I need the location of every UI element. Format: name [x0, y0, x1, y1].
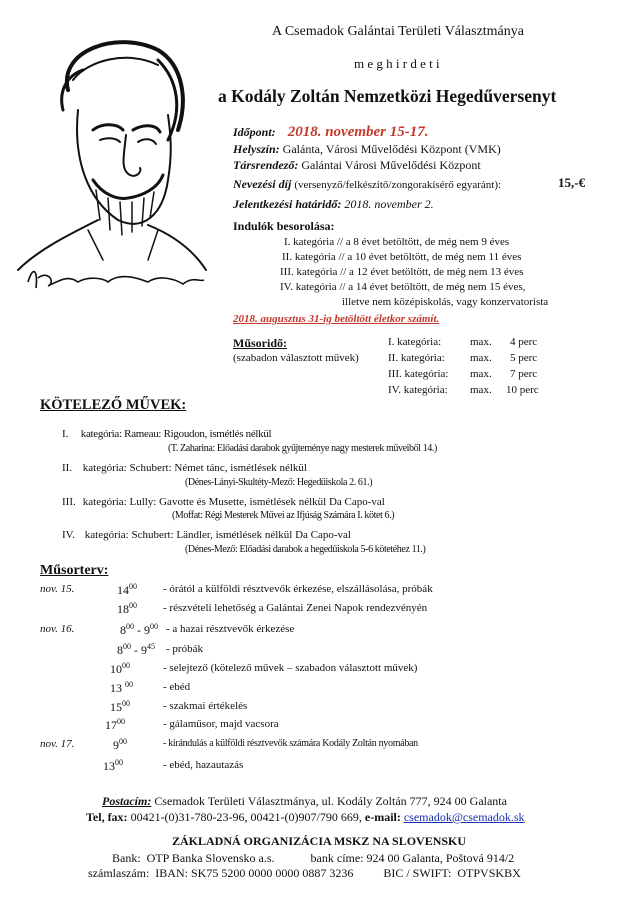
venue-label: Helyszín:	[233, 142, 280, 156]
program-time: $9^{00}$	[113, 737, 127, 752]
work-text: kategória: Schubert: Ländler, ismétlések nélkül Da Capo-val	[84, 529, 351, 541]
program-text: - kirándulás a külföldi résztvevők számára Kodály Zoltán nyomában	[163, 738, 418, 749]
category-row	[280, 281, 525, 293]
category-desc: // a 10 évet betöltött, de még nem 11 éves	[338, 251, 522, 263]
program-text: - a hazai résztvevők érkezése	[166, 623, 295, 635]
work-item	[62, 428, 271, 440]
work-source: (T. Zaharina: Előadási darabok gyűjteménye nagy mesterek műveiből 14.)	[168, 443, 437, 454]
duration-time: 7 perc	[510, 368, 538, 380]
info-venue	[233, 142, 501, 157]
duration-cat: III. kategória:	[388, 368, 449, 380]
program-text: - órától a külföldi résztvevők érkezése, elszállásolása, próbák	[163, 583, 433, 595]
postal-value: Csemadok Területi Választmánya, ul. Kodály Zoltán 777, 924 00 Galanta	[154, 794, 507, 808]
program-heading: Műsorterv:	[40, 563, 109, 578]
category-name: II. kategória	[282, 251, 336, 263]
program-time: $10^{00}$	[110, 661, 130, 676]
deadline-value: 2018. november 2.	[344, 197, 434, 211]
category-name: IV. kategória	[280, 281, 337, 293]
category-desc: // a 14 évet betöltött, de még nem 15 éves,	[339, 281, 526, 293]
portrait	[8, 20, 208, 292]
category-row	[282, 251, 521, 263]
info-coorganizer	[233, 158, 481, 173]
work-source: (Moffat: Régi Mesterek Művei az Ifjúság Számára I. kötet 6.)	[172, 510, 395, 521]
work-cat: I.	[62, 428, 69, 440]
duration-max: max.	[470, 352, 492, 364]
coorg-label: Társrendező:	[233, 158, 299, 172]
info-fee	[233, 177, 501, 192]
kodaly-portrait-sketch-icon	[8, 20, 208, 292]
duration-row	[388, 336, 548, 348]
program-text: - ebéd	[163, 681, 191, 693]
account-line: számlaszám: IBAN: SK75 5200 0000 0000 0887 3236 BIC / SWIFT: OTPVSKBX	[88, 866, 521, 880]
program-text: - részvételi lehetőség a Galántai Zenei Napok rendezvényén	[163, 602, 428, 614]
work-source: (Dénes-Lányi-Skultéty-Mező: Hegedűiskola 2. 61.)	[185, 477, 373, 488]
postal-line	[102, 794, 507, 809]
page-title: a Kodály Zoltán Nemzetközi Hegedűversenyt	[218, 86, 557, 106]
duration-row	[388, 368, 548, 380]
work-cat: IV.	[62, 529, 75, 541]
bank-line: Bank: OTP Banka Slovensko a.s. bank címe: 924 00 Galanta, Poštová 914/2	[112, 851, 515, 865]
duration-max: max.	[470, 384, 492, 396]
program-day: nov. 17.	[40, 738, 75, 750]
category-desc: // a 12 évet betöltött, de még nem 13 éves	[340, 266, 524, 278]
duration-label: Műsoridő:	[233, 336, 287, 350]
program-time: $13^{00}$	[103, 758, 123, 773]
duration-time: 10 perc	[506, 384, 539, 396]
age-note: 2018. augusztus 31-ig betöltött életkor számít.	[233, 313, 440, 325]
program-text: - selejtező (kötelező művek – szabadon választott művek)	[163, 662, 418, 674]
work-text: kategória: Schubert: Német tánc, ismétlések nélkül	[82, 462, 307, 474]
duration-max: max.	[470, 368, 492, 380]
tel-label: Tel, fax:	[86, 810, 128, 824]
date-value: 2018. november 15-17.	[287, 124, 429, 140]
category-extra: illetve nem középiskolás, vagy konzervatorista	[342, 296, 549, 308]
program-day: nov. 16.	[40, 623, 75, 635]
category-name: III. kategória	[280, 266, 338, 278]
fee-value: 15,-€	[558, 175, 586, 190]
program-time: $14^{00}$	[117, 582, 137, 597]
program-day: nov. 15.	[40, 583, 75, 595]
work-cat: II.	[62, 462, 73, 474]
program-text: - gálaműsor, majd vacsora	[163, 718, 279, 730]
program-text: - szakmai értékelés	[163, 700, 248, 712]
organizer-line: A Csemadok Galántai Területi Választmánya	[272, 24, 524, 39]
category-row	[284, 236, 509, 248]
work-item	[62, 529, 351, 541]
program-text: - próbák	[166, 643, 203, 655]
email-link[interactable]: csemadok@csemadok.sk	[403, 810, 525, 824]
deadline-label: Jelentkezési határidő:	[233, 197, 342, 211]
program-text: - ebéd, hazautazás	[163, 759, 244, 771]
categories-heading: Indulók besorolása:	[233, 219, 335, 233]
category-desc: // a 8 évet betöltött, de még nem 9 éves	[336, 236, 510, 248]
program-time: $17^{00}$	[105, 717, 125, 732]
duration-time: 4 perc	[510, 336, 538, 348]
duration-cat: I. kategória:	[388, 336, 442, 348]
works-heading: KÖTELEZŐ MŰVEK:	[40, 397, 187, 413]
work-text: kategória: Lully: Gavotte és Musette, ismétlések nélkül Da Capo-val	[82, 496, 385, 508]
fee-note: (versenyző/felkészítő/zongorakísérő egyaránt):	[294, 179, 502, 191]
duration-sublabel: (szabadon választott művek)	[233, 352, 359, 364]
bank-org: ZÁKLADNÁ ORGANIZÁCIA MSKZ NA SLOVENSKU	[172, 834, 467, 848]
duration-row	[388, 352, 548, 364]
tel-value: 00421-(0)31-780-23-96, 00421-(0)907/790 669,	[130, 810, 362, 824]
work-text: kategória: Rameau: Rigoudon, ismétlés nélkül	[80, 428, 272, 440]
coorg-value: Galántai Városi Művelődési Központ	[301, 158, 481, 172]
program-time: 13 $^{00}$	[110, 680, 133, 695]
info-date	[233, 123, 429, 141]
postal-label: Postacím:	[102, 794, 152, 808]
tel-line	[86, 810, 525, 825]
work-item	[62, 496, 385, 508]
duration-time: 5 perc	[510, 352, 538, 364]
category-row	[280, 266, 523, 278]
duration-row	[388, 384, 548, 396]
work-cat: III.	[62, 496, 76, 508]
venue-value: Galánta, Városi Művelődési Központ (VMK)	[282, 142, 501, 156]
program-time: $18^{00}$	[117, 601, 137, 616]
program-time: $8^{00} - 9^{45}$	[117, 642, 155, 657]
work-item	[62, 462, 307, 474]
work-source: (Dénes-Mező: Előadási darabok a hegedűiskola 5-6 kötetéhez 11.)	[185, 544, 426, 555]
info-deadline	[233, 197, 434, 212]
announces-line: m e g h i r d e t i	[354, 56, 440, 71]
duration-cat: II. kategória:	[388, 352, 445, 364]
program-time: $15^{00}$	[110, 699, 130, 714]
email-label: e-mail:	[364, 810, 401, 824]
fee-label: Nevezési díj	[233, 177, 292, 191]
category-name: I. kategória	[284, 236, 335, 248]
duration-cat: IV. kategória:	[388, 384, 448, 396]
program-time: $8^{00} - 9^{00}$	[120, 622, 158, 637]
date-label: Időpont:	[233, 125, 276, 139]
duration-max: max.	[470, 336, 492, 348]
